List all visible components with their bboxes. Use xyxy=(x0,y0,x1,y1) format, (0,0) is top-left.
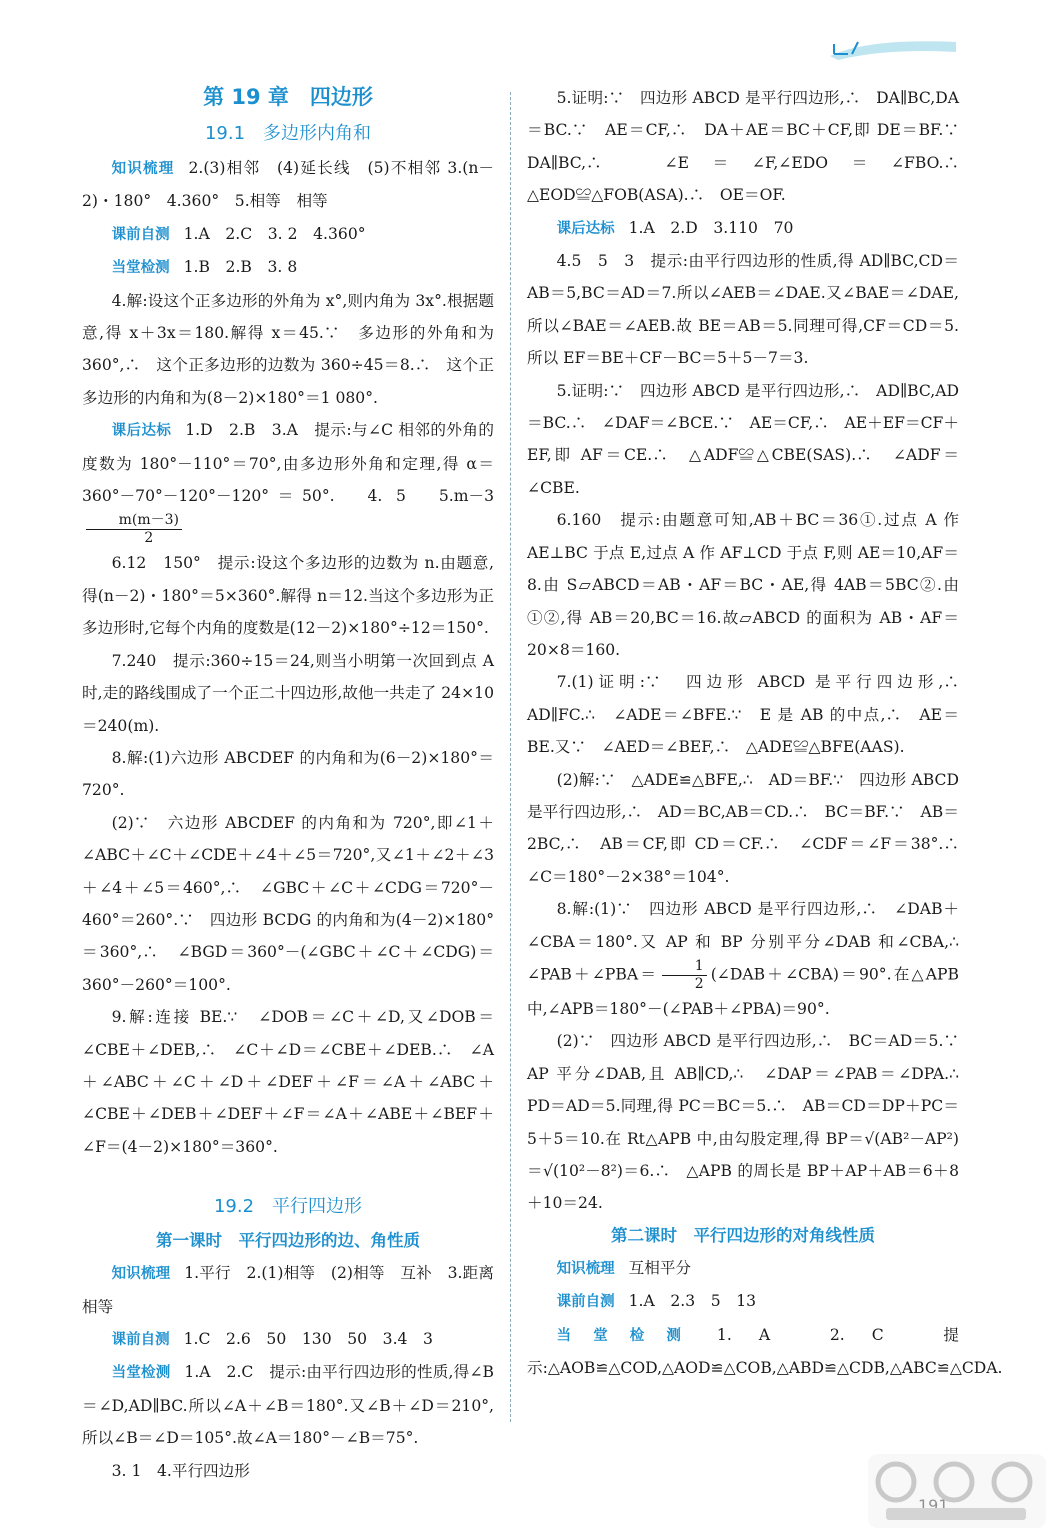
answer-text: 1.D 2.B 3.A 提示:与∠C 相邻的外角的度数为 180°－110°＝70°,由多边形外角和定理,得 α＝360°－70°－120°－120°＝50°. 4. 5 5.m－3 xyxy=(82,421,494,506)
answer-text: 8.解:(1)∵ 四边形 ABCD 是平行四边形,∴ ∠DAB＋∠CBA＝180°.又 AP 和 BP 分别平分∠DAB 和∠CBA,∴ ∠PAB＋∠PBA＝ xyxy=(527,900,975,984)
answer-paragraph xyxy=(527,212,959,245)
answer-paragraph xyxy=(82,414,494,547)
spacer xyxy=(82,1163,494,1191)
answer-paragraph xyxy=(527,893,975,1025)
answer-paragraph: 3. 1 4.平行四边形 xyxy=(111,1461,250,1480)
answer-text: (∠DAB＋∠CBA)＝90°.在△APB 中,∠APB＝180°－(∠PAB＋∠PBA)＝90°. xyxy=(527,965,959,1018)
answer-paragraph xyxy=(82,218,494,251)
answer-paragraph: 5.证明:∵ 四边形 ABCD 是平行四边形,∴ AD∥BC,AD＝BC.∴ ∠DAF＝∠BCE.∵ AE＝CF,∴ AE＋EF＝CF＋EF,即 AF＝CE.∴ △ADF≌△CBE(SAS).∴ ∠ADF＝∠CBE. xyxy=(527,381,959,497)
fraction-numerator: 1 xyxy=(662,958,707,976)
answer-paragraph: 4.解:设这个正多边形的外角为 x°,则内角为 3x°.根据题意,得 x＋3x＝180.解得 x＝45.∵ 多边形的外角和为 360°,∴ 这个正多边形的边数为 360÷45＝8.∴ 这个正多边形的内角和为(8－2)×180°＝1 080°. xyxy=(82,291,494,407)
tag-label: 课前自测 xyxy=(111,1332,170,1348)
tag-label: 课后达标 xyxy=(556,220,615,237)
answer-text: 1.A 2.C 提示:由平行四边形的性质,得∠B＝∠D,AD∥BC.所以∠A＋∠B＝180°.又∠B＋∠D＝210°,所以∠B＝∠D＝105°.故∠A＝180°－∠B＝75°. xyxy=(82,1363,494,1448)
answer-paragraph: (2)∵ 四边形 ABCD 是平行四边形,∴ BC＝AD＝5.∵ AP 平分∠DAB,且 AB∥CD,∴ ∠DAP＝∠PAB＝∠DPA.∴ PD＝AD＝5.同理,得 PC＝BC＝5.∴ AB＝CD＝DP＋PC＝5＋5＝10.在 Rt△APB 中,由勾股定理,得 BP＝√(AB²－AP²)＝√(10²－8²)＝6.∴ △APB 的周长是 BP＋AP＋AB＝6＋8＋10＝24. xyxy=(527,1032,975,1213)
answer-paragraph: (2)解:∵ △ADE≌△BFE,∴ AD＝BF.∵ 四边形 ABCD 是平行四边形,∴ AD＝BC,AB＝CD.∴ BC＝BF.∵ AB＝2BC,∴ AB＝CF,即 CD＝CF.∴ ∠CDF＝∠F＝38°.∴ ∠C＝180°－2×38°＝104°. xyxy=(527,770,975,886)
answer-text: 1. A 2. C 提示:△AOB≌△COD,△AOD≌△COB,△ABD≌△CDB,△ABC≌△CDA. xyxy=(527,1325,1003,1378)
tag-label: 当堂检测 xyxy=(111,260,170,277)
answer-paragraph xyxy=(527,1252,959,1285)
column-divider xyxy=(510,92,511,1422)
answer-text: 1.A 2.3 5 13 xyxy=(628,1292,757,1311)
fraction-denominator: 2 xyxy=(144,530,154,547)
answer-paragraph: 7.(1)证明:∵ 四边形 ABCD 是平行四边形,∴ AD∥FC.∴ ∠ADE＝∠BFE.∵ E 是 AB 的中点,∴ AE＝BE.又∵ ∠AED＝∠BEF,∴ △ADE≌△BFE(AAS). xyxy=(527,673,975,757)
tag-label: 当堂检测 xyxy=(556,1327,703,1344)
answer-paragraph: 7.240 提示:360÷15＝24,则当小明第一次回到点 A 时,走的路线围成了一个正二十四边形,故他一共走了 24×10＝240(m). xyxy=(82,651,494,735)
left-column xyxy=(82,70,510,1487)
lesson-title-2: 第二课时 平行四边形的对角线性质 xyxy=(611,1225,875,1245)
answer-paragraph xyxy=(82,1323,494,1356)
tag-label: 课后达标 xyxy=(111,423,172,440)
answer-text: 1.A 2.C 3. 2 4.360° xyxy=(183,224,366,243)
answer-paragraph xyxy=(527,1285,959,1318)
answer-paragraph: 5.证明:∵ 四边形 ABCD 是平行四边形,∴ DA∥BC,DA＝BC.∵ AE＝CF,∴ DA＋AE＝BC＋CF,即 DE＝BF.∵ DA∥BC,∴ ∠E＝∠F,∠EDO＝∠FBO.∴ △EOD≌△FOB(ASA).∴ OE＝OF. xyxy=(527,89,975,205)
answer-text: 互相平分 xyxy=(628,1258,692,1277)
fraction xyxy=(86,512,182,547)
fraction-numerator: m(m－3) xyxy=(86,512,182,530)
answer-text: 1.A 2.D 3.110 70 xyxy=(628,218,794,237)
chapter-title: 第 19 章 四边形 xyxy=(203,85,373,109)
lesson-title-1: 第一课时 平行四边形的边、角性质 xyxy=(156,1231,420,1251)
corner-decoration xyxy=(828,34,958,62)
section-title-19-1: 19.1 多边形内角和 xyxy=(204,123,372,144)
tag-label: 知识梳理 xyxy=(111,1266,171,1283)
answer-paragraph: 6.160 提示:由题意可知,AB＋BC＝36①.过点 A 作 AE⊥BC 于点 E,过点 A 作 AF⊥CD 于点 F,则 AE＝10,AF＝8.由 S▱ABCD＝AB・AF＝BC・AE,得 4AB＝5BC②.由①②,得 AB＝20,BC＝16.故▱ABCD 的面积为 AB・AF＝20×8＝160. xyxy=(527,511,959,659)
answer-paragraph: 9.解:连接 BE.∵ ∠DOB＝∠C＋∠D,又∠DOB＝∠CBE＋∠DEB,∴ ∠C＋∠D＝∠CBE＋∠DEB.∴ ∠A＋∠ABC＋∠C＋∠D＋∠DEF＋∠F＝∠A＋∠ABC＋∠CBE＋∠DEB＋∠DEF＋∠F＝∠A＋∠ABE＋∠BEF＋∠F＝(4－2)×180°＝360°. xyxy=(82,1008,494,1156)
fraction xyxy=(662,958,707,993)
answer-paragraph: 8.解:(1)六边形 ABCDEF 的内角和为(6－2)×180°＝720°. xyxy=(82,748,494,800)
tag-label: 当堂检测 xyxy=(111,1365,171,1382)
answer-paragraph xyxy=(82,152,494,218)
fraction-denominator: 2 xyxy=(694,975,704,992)
answer-text: 1.C 2.6 50 130 50 3.4 3 xyxy=(183,1330,433,1348)
answer-text: 1.B 2.B 3. 8 xyxy=(183,258,298,277)
answer-paragraph: 4.5 5 3 提示:由平行四边形的性质,得 AD∥BC,CD＝AB＝5,BC＝AD＝7.所以∠AEB＝∠DAE.又∠BAE＝∠DAE,所以∠BAE＝∠AEB.故 BE＝AB＝5.同理可得,CF＝CD＝5.所以 EF＝BE＋CF－BC＝5＋5－7＝3. xyxy=(527,252,959,368)
tag-label: 知识梳理 xyxy=(111,161,175,177)
section-title-19-2: 19.2 平行四边形 xyxy=(213,1196,363,1218)
right-column xyxy=(527,82,1003,1384)
answer-text: 1.平行 2.(1)相等 (2)相等 互补 3.距离 相等 xyxy=(82,1264,510,1316)
answer-paragraph xyxy=(82,1257,510,1323)
tag-label: 课前自测 xyxy=(111,226,170,243)
watermark-logo xyxy=(866,1452,1048,1530)
answer-paragraph: (2)∵ 六边形 ABCDEF 的内角和为 720°,即∠1＋∠ABC＋∠C＋∠CDE＋∠4＋∠5＝720°,又∠1＋∠2＋∠3＋∠4＋∠5＝460°,∴ ∠GBC＋∠C＋∠CDG＝720°－460°＝260°.∵ 四边形 BCDG 的内角和为(4－2)×180°＝360°,∴ ∠BGD＝360°－(∠GBC＋∠C＋∠CDG)＝360°－260°＝100°. xyxy=(82,813,494,994)
answer-paragraph xyxy=(82,251,494,284)
answer-paragraph xyxy=(82,1356,494,1454)
tag-label: 知识梳理 xyxy=(556,1260,615,1277)
answer-text: 2.(3)相邻 (4)延长线 (5)不相邻 3.(n－2)・180° 4.360° 5.相等 相等 xyxy=(82,159,495,211)
answer-paragraph xyxy=(527,1319,1003,1385)
answer-paragraph: 6.12 150° 提示:设这个多边形的边数为 n.由题意,得(n－2)・180°＝5×360°.解得 n＝12.当这个多边形为正多边形时,它每个内角的度数是(12－2)×180°÷12＝150°. xyxy=(82,554,494,638)
tag-label: 课前自测 xyxy=(556,1294,615,1311)
